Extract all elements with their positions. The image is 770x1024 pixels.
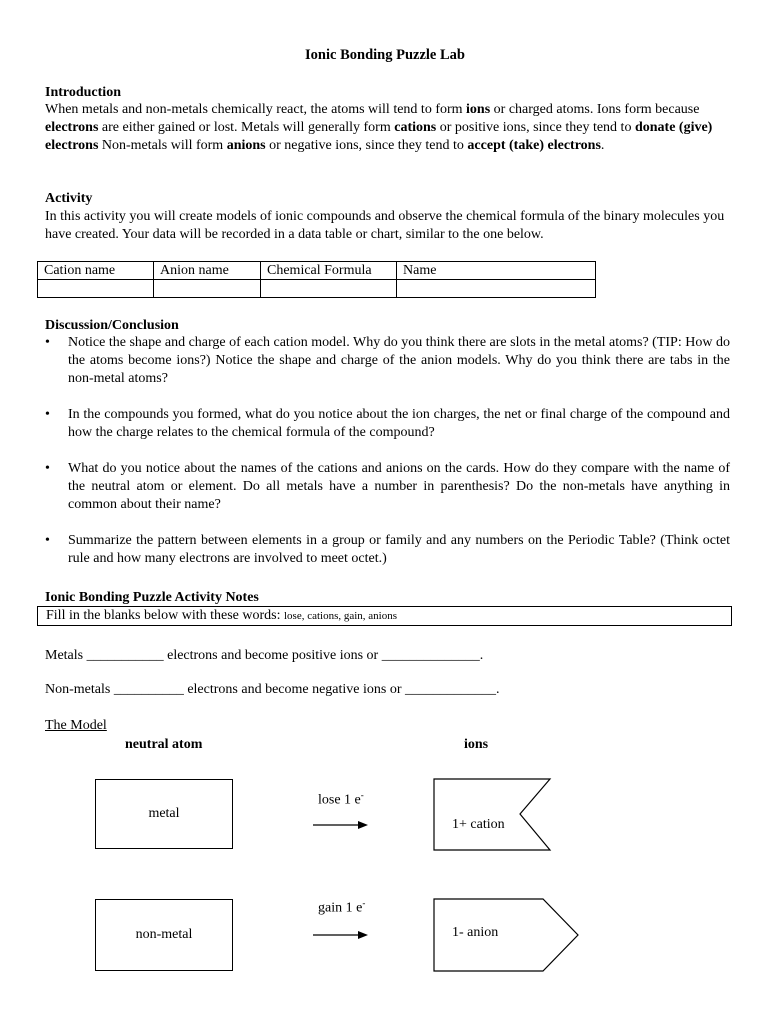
activity-heading: Activity — [45, 191, 93, 206]
table-header-cell: Cation name — [38, 262, 154, 280]
cation-label: 1+ cation — [452, 817, 505, 832]
intro-text: or positive ions, since they tend to — [436, 120, 635, 135]
table-header-cell: Name — [397, 262, 596, 280]
intro-term: donate (give) electrons — [45, 120, 713, 153]
metal-label: metal — [148, 806, 180, 821]
page-title: Ionic Bonding Puzzle Lab — [305, 47, 465, 63]
introduction-paragraph — [45, 101, 735, 155]
list-item — [45, 334, 730, 388]
introduction-heading: Introduction — [45, 85, 121, 100]
table-header-row — [38, 262, 596, 280]
fill-in-line-metals: Metals ___________ electrons and become positive ions or ______________. — [45, 648, 484, 663]
intro-term: ions — [466, 102, 491, 117]
intro-term: electrons — [45, 120, 99, 135]
table-cell[interactable] — [261, 280, 397, 298]
anion-label: 1- anion — [452, 925, 499, 940]
list-item-text: In the compounds you formed, what do you notice about the ion charges, the net or final charge of the compound and how the charge relates to the chemical formula of the compound? — [68, 407, 730, 440]
arrow-right-icon — [312, 928, 370, 942]
lose-electron-label — [318, 790, 364, 809]
intro-text: When metals and non-metals chemically react, the atoms will tend to form — [45, 102, 467, 117]
neutral-atom-heading: neutral atom — [125, 737, 203, 752]
intro-term: cations — [394, 120, 437, 135]
lose-electron-text: lose 1 e — [318, 792, 361, 808]
list-item — [45, 406, 730, 442]
list-item — [45, 460, 730, 514]
intro-term: accept (take) electrons — [467, 138, 601, 153]
bullet-icon: • — [45, 533, 50, 548]
activity-paragraph: In this activity you will create models of ionic compounds and observe the chemical formula of the binary molecules you have created. Your data will be recorded in a data table or chart, similar to the one below. — [45, 209, 725, 242]
discussion-list — [45, 334, 730, 568]
list-item-text: Summarize the pattern between elements in a group or family and any numbers on the Periodic Table? (Think octet rule and how many electrons are involved to meet octet.) — [68, 533, 730, 566]
intro-term: anions — [226, 138, 266, 153]
table-row — [38, 280, 596, 298]
gain-electron-text: gain 1 e — [318, 900, 363, 916]
fill-in-line-nonmetals: Non-metals __________ electrons and become negative ions or _____________. — [45, 682, 500, 697]
arrow-right-icon — [312, 818, 370, 832]
ions-heading: ions — [464, 737, 489, 752]
bullet-icon: • — [45, 461, 50, 476]
table-cell[interactable] — [154, 280, 261, 298]
table-header-cell: Chemical Formula — [261, 262, 397, 280]
intro-text: Non-metals will form — [98, 138, 227, 153]
intro-text: are either gained or lost. Metals will generally form — [98, 120, 395, 135]
intro-text: or charged atoms. Ions form because — [490, 102, 700, 117]
bullet-icon: • — [45, 335, 50, 350]
data-table — [37, 261, 596, 298]
gain-electron-label — [318, 898, 365, 917]
list-item-text: What do you notice about the names of the cations and anions on the cards. How do they compare with the name of the neutral atom or element. Do all metals have a number in parenthesis? Do the non-metals have anything in common about their name? — [68, 461, 730, 512]
nonmetal-atom-box — [95, 899, 233, 971]
list-item-text: Notice the shape and charge of each cation model. Why do you think there are slots in the metal atoms? (TIP: How do the atoms become ions?) Notice the shape and charge of the anion models. Why do you think there are tabs in the non-metal atoms? — [68, 335, 730, 386]
table-cell[interactable] — [397, 280, 596, 298]
discussion-heading: Discussion/Conclusion — [45, 318, 179, 333]
table-cell[interactable] — [38, 280, 154, 298]
word-bank-words: lose, cations, gain, anions — [283, 610, 398, 622]
table-header-cell: Anion name — [154, 262, 261, 280]
intro-text: . — [600, 138, 605, 153]
nonmetal-label: non-metal — [135, 927, 193, 942]
metal-atom-box — [95, 779, 233, 849]
intro-text: or negative ions, since they tend to — [265, 138, 468, 153]
word-bank-box — [37, 606, 732, 626]
electron-charge-superscript: - — [362, 898, 366, 908]
electron-charge-superscript: - — [360, 790, 364, 800]
cation-slot-shape — [433, 778, 555, 852]
list-item — [45, 532, 730, 568]
model-heading: The Model — [45, 718, 107, 733]
bullet-icon: • — [45, 407, 50, 422]
notes-heading: Ionic Bonding Puzzle Activity Notes — [45, 590, 259, 605]
word-bank-instruction: Fill in the blanks below with these words: — [46, 608, 284, 623]
